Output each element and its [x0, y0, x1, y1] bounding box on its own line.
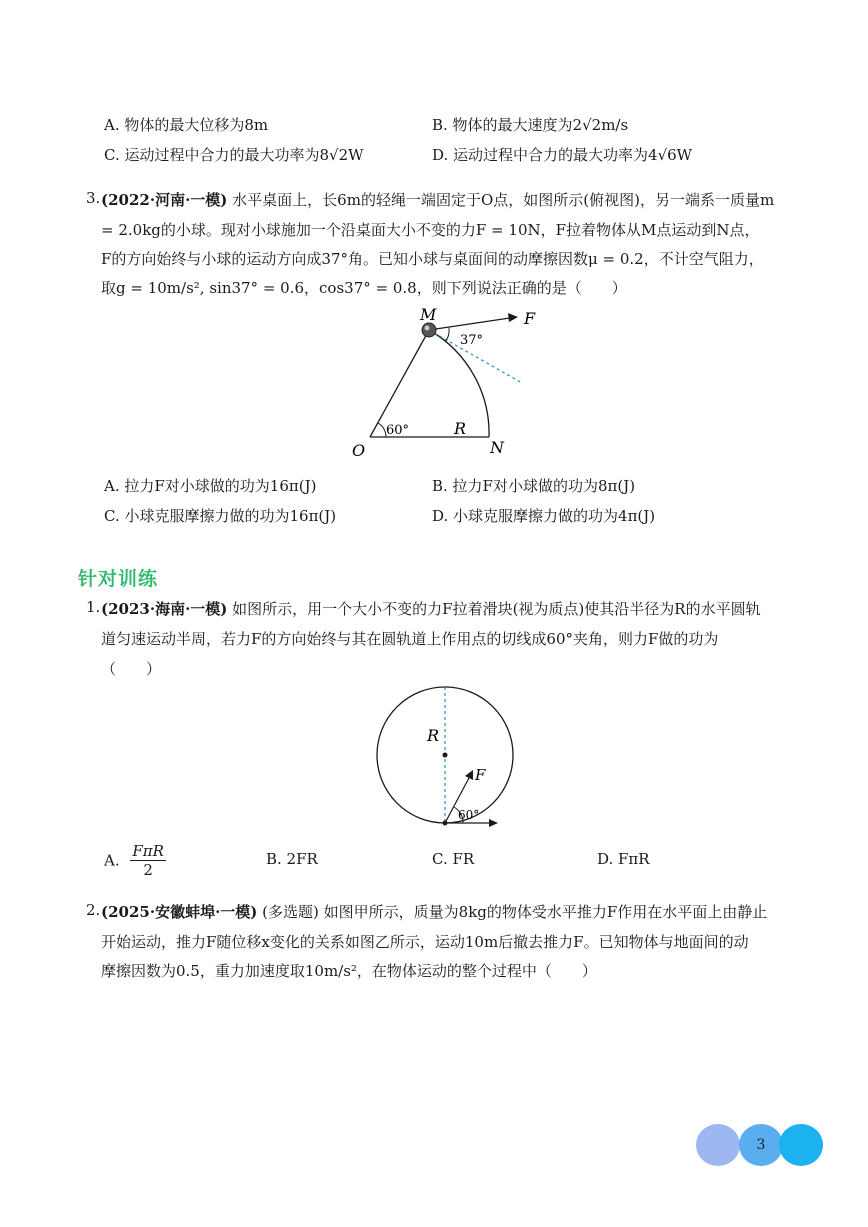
question-line-3: F的方向始终与小球的运动方向成37°角。已知小球与桌面间的动摩擦因数μ = 0.2，不计空气阻力，	[101, 250, 764, 268]
t1-option-d: D. FπR	[597, 850, 650, 868]
prev-option-b: B. 物体的最大速度为2√2m/s	[432, 116, 629, 134]
question-line-3: 摩擦因数为0.5，重力加速度取10m/s²，在物体运动的整个过程中（ ）	[101, 962, 597, 980]
section-heading: 针对训练	[78, 568, 159, 590]
question-line-2: = 2.0kg的小球。现对小球施加一个沿桌面大小不变的力F = 10N，F拉着物体从M点运动到N点，	[101, 221, 760, 239]
q3-option-b: B. 拉力F对小球做的功为8π(J)	[432, 477, 636, 495]
question-text-line: 水平桌面上，长6m的轻绳一端固定于O点，如图所示(俯视图)，另一端系一质量m	[232, 191, 775, 209]
arrow-head	[508, 313, 518, 322]
center-dot	[443, 753, 448, 758]
badge-circle-right	[779, 1124, 823, 1166]
label-m: M	[420, 305, 437, 324]
label-f: F	[475, 766, 486, 784]
question-text-line: 如图所示，用一个大小不变的力F拉着滑块(视为质点)使其沿半径为R的水平圆轨	[232, 600, 761, 618]
prev-option-d: D. 运动过程中合力的最大功率为4√6W	[432, 146, 693, 164]
option-a-fraction	[130, 842, 166, 879]
label-60: 60°	[458, 808, 480, 822]
label-37: 37°	[460, 333, 484, 348]
question-number-text: 3.	[86, 189, 101, 207]
label-n: N	[490, 438, 504, 457]
label-f: F	[524, 309, 536, 328]
question-text-line: (多选题) 如图甲所示，质量为8kg的物体受水平推力F作用在水平面上由静止	[262, 903, 768, 921]
circle-figure	[370, 684, 530, 832]
question-number	[86, 189, 100, 207]
q3-option-d: D. 小球克服摩擦力做的功为4π(J)	[432, 507, 656, 525]
label-r: R	[454, 419, 467, 438]
angle-arc-37	[446, 328, 449, 341]
prev-option-a: A. 物体的最大位移为8m	[104, 116, 269, 134]
t1-option-c: C. FR	[432, 850, 475, 868]
question-source: (2022·河南·一模)	[101, 191, 228, 209]
force-arrow	[429, 318, 510, 330]
ball	[422, 323, 436, 337]
question-line-1	[101, 598, 761, 619]
t1-option-a	[104, 842, 166, 879]
question-source: (2023·海南·一模)	[101, 600, 228, 618]
ball-highlight	[425, 326, 430, 331]
badge-circle-left	[696, 1124, 740, 1166]
angle-arc-60	[378, 423, 386, 437]
fraction-numerator: FπR	[132, 842, 164, 860]
label-60: 60°	[386, 423, 410, 438]
label-r: R	[427, 726, 440, 745]
q3-option-a: A. 拉力F对小球做的功为16π(J)	[104, 477, 317, 495]
tangent-arrow-head	[489, 819, 498, 827]
rope-figure	[340, 300, 560, 465]
question-line-1	[101, 189, 774, 210]
question-number: 1.	[86, 598, 101, 616]
question-line-2: 开始运动，推力F随位移x变化的关系如图乙所示，运动10m后撤去推力F。已知物体与地面间的动	[101, 933, 749, 951]
fraction-denominator: 2	[143, 861, 153, 879]
question-source: (2025·安徽蚌埠·一模)	[101, 903, 258, 921]
question-line-3: （ ）	[101, 660, 162, 678]
q3-option-c: C. 小球克服摩擦力做的功为16π(J)	[104, 507, 337, 525]
question-line-1	[101, 901, 767, 922]
option-a-prefix: A.	[104, 851, 120, 870]
label-o: O	[352, 441, 366, 460]
t1-option-b: B. 2FR	[266, 850, 318, 868]
prev-option-c: C. 运动过程中合力的最大功率为8√2W	[104, 146, 364, 164]
question-line-2: 道匀速运动半周，若力F的方向始终与其在圆轨道上作用点的切线成60°夹角，则力F做的功为	[101, 630, 719, 648]
question-number: 2.	[86, 901, 101, 919]
line-om	[370, 330, 429, 437]
question-line-4: 取g = 10m/s², sin37° = 0.6，cos37° = 0.8，则下列说法正确的是（ ）	[101, 279, 627, 297]
page-number: 3	[756, 1137, 766, 1153]
